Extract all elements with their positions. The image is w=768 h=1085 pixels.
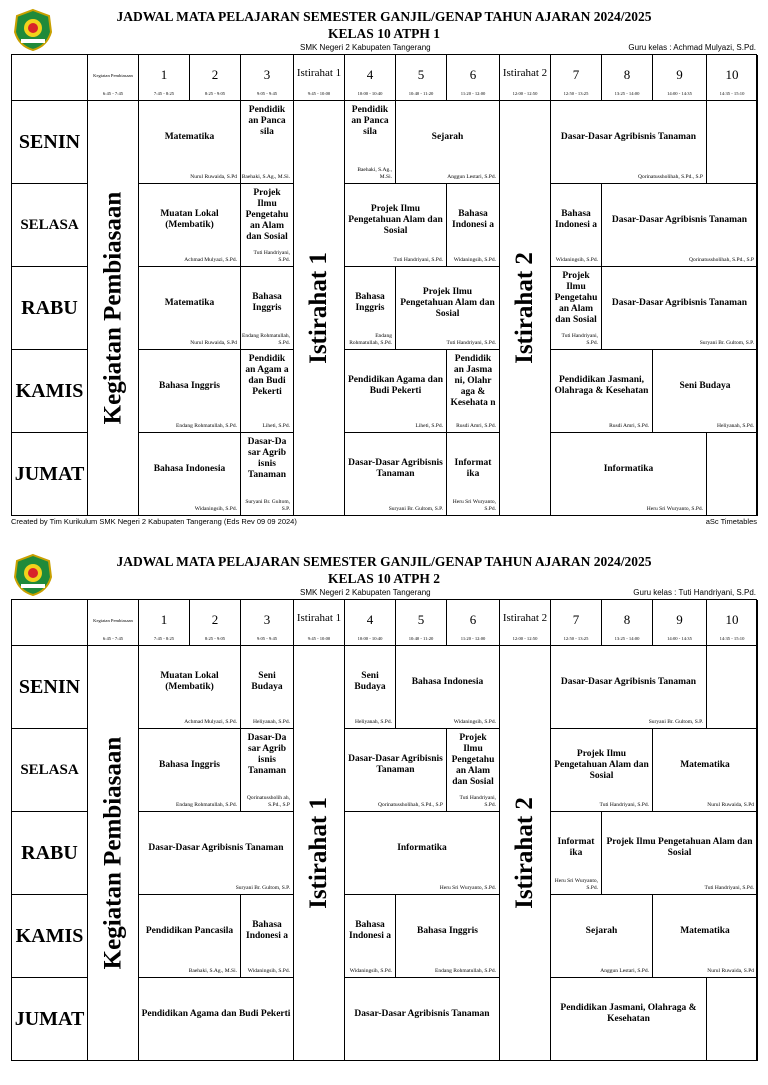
period-time: 10:00 - 10:40 bbox=[357, 91, 383, 96]
lesson-cell bbox=[241, 267, 294, 350]
subject-name: Muatan Lokal (Membatik) bbox=[160, 671, 219, 692]
pembiasaan-column bbox=[88, 646, 139, 1061]
lesson-cell bbox=[139, 350, 241, 433]
period-header bbox=[447, 600, 500, 646]
lesson-cell bbox=[345, 350, 447, 433]
lesson-cell bbox=[345, 184, 447, 267]
subject-name: Bahasa Inggris bbox=[417, 925, 478, 936]
period-time: 10:40 - 11:20 bbox=[408, 91, 434, 96]
break2-column bbox=[500, 646, 551, 1061]
subject-name: Dasar-Dasar Agribisnis Tanaman bbox=[348, 754, 443, 775]
period-header bbox=[139, 600, 190, 646]
period-time: 14:35 - 15:10 bbox=[719, 636, 745, 641]
lesson-cell bbox=[602, 812, 758, 895]
teacher-name: Endang Rohmatullah, S.Pd. bbox=[435, 967, 496, 974]
period-header bbox=[294, 55, 345, 101]
class-title: KELAS 10 ATPH 1 bbox=[328, 26, 440, 41]
period-time: 12:50 - 13:25 bbox=[563, 636, 589, 641]
lesson-cell bbox=[707, 646, 758, 729]
teacher-name: Suryani Br. Gultom, S.P. bbox=[699, 339, 754, 346]
subject-name: Dasar-Dasar Agribisnis Tanaman bbox=[611, 214, 748, 225]
lesson-cell bbox=[602, 267, 758, 350]
teacher-name: Rusdi Amri, S.Pd. bbox=[456, 422, 496, 429]
break1-column bbox=[294, 646, 345, 1061]
lesson-cell bbox=[551, 350, 653, 433]
period-time: 7:45 - 8:25 bbox=[153, 636, 175, 641]
period-label: 2 bbox=[211, 67, 219, 82]
period-label: 6 bbox=[469, 67, 477, 82]
lesson-cell bbox=[345, 729, 447, 812]
subject-name: Projek Ilmu Pengetahu an Alam dan Sosial bbox=[451, 733, 495, 787]
period-time: 6:45 - 7:45 bbox=[102, 636, 124, 641]
lesson-cell bbox=[551, 729, 653, 812]
period-header bbox=[551, 600, 602, 646]
period-label: Kegiatan Pembiasaan bbox=[93, 618, 133, 623]
subject-name: Pendidik an Agam a dan Budi Pekerti bbox=[245, 354, 289, 397]
teacher-name: Widaningsih, S.Pd. bbox=[555, 256, 598, 263]
period-label: 7 bbox=[572, 67, 580, 82]
schedule-title: JADWAL MATA PELAJARAN SEMESTER GANJIL/GENAP TAHUN AJARAN 2024/2025 bbox=[116, 554, 652, 569]
period-label: Kegiatan Pembiasaan bbox=[93, 73, 133, 78]
lesson-cell bbox=[396, 101, 500, 184]
lesson-cell bbox=[345, 433, 447, 516]
period-label: 5 bbox=[417, 612, 425, 627]
lesson-cell bbox=[241, 350, 294, 433]
header-corner bbox=[12, 55, 88, 101]
subject-name: Informatika bbox=[603, 463, 654, 474]
teacher-name: Anggun Lestari, S.Pd. bbox=[447, 173, 496, 180]
lesson-cell bbox=[551, 646, 707, 729]
vertical-label: Istirahat 2 bbox=[511, 252, 538, 364]
teacher-name: Baehaki, S.Ag., M.Si. bbox=[357, 167, 392, 180]
teacher-name: Qorinatussholihah, S.Pd., S.P bbox=[638, 173, 703, 180]
subject-name: Dasar-Dasar Agribisnis Tanaman bbox=[560, 676, 697, 687]
subject-name bbox=[709, 105, 755, 169]
teacher-name: Widaningsih, S.Pd. bbox=[453, 718, 496, 725]
teacher-name: Endang Rohmatullah, S.Pd. bbox=[349, 333, 392, 346]
day-label: RABU bbox=[12, 812, 88, 895]
vertical-label: Kegiatan Pembiasaan bbox=[99, 736, 126, 970]
period-header bbox=[653, 600, 707, 646]
lesson-cell bbox=[241, 433, 294, 516]
period-time: 13:25 - 14:00 bbox=[614, 636, 640, 641]
period-label: 10 bbox=[725, 67, 739, 82]
day-label: SENIN bbox=[12, 101, 88, 184]
subject-name: Bahasa Indonesia bbox=[411, 676, 484, 687]
period-header bbox=[345, 600, 396, 646]
lesson-cell bbox=[241, 895, 294, 978]
teacher-name: Widaningsih, S.Pd. bbox=[194, 505, 237, 512]
teacher-name: Tuti Handriyani, S.Pd. bbox=[704, 884, 754, 891]
subject-name: Bahasa Inggris bbox=[159, 759, 220, 770]
teacher-name: Qorinatussholih ah, S.Pd., S.P bbox=[246, 795, 290, 808]
period-header bbox=[447, 55, 500, 101]
teacher-name: Widaningsih, S.Pd. bbox=[247, 967, 290, 974]
period-header bbox=[241, 55, 294, 101]
period-label: 3 bbox=[263, 67, 271, 82]
day-label: RABU bbox=[12, 267, 88, 350]
day-label: SELASA bbox=[12, 729, 88, 812]
teacher-name: Nurul Ruwaida, S.Pd bbox=[707, 801, 754, 808]
teacher-name: Anggun Lestari, S.Pd. bbox=[600, 967, 649, 974]
period-time: 12:50 - 13:25 bbox=[563, 91, 589, 96]
timetable-page-atph1 bbox=[0, 0, 768, 540]
subject-name: Bahasa Indonesi a bbox=[452, 209, 494, 230]
teacher-name: Liheti, S.Pd. bbox=[415, 422, 443, 429]
period-label: 7 bbox=[572, 612, 580, 627]
period-time: 9:45 - 10:00 bbox=[307, 91, 331, 96]
subject-name: Seni Budaya bbox=[679, 380, 731, 391]
lesson-cell bbox=[551, 267, 602, 350]
teacher-name: Heliyanah, S.Pd. bbox=[717, 422, 754, 429]
period-label: 3 bbox=[263, 612, 271, 627]
period-header bbox=[294, 600, 345, 646]
day-label: SENIN bbox=[12, 646, 88, 729]
homeroom-teacher: Guru kelas : Achmad Mulyazi, S.Pd. bbox=[628, 43, 756, 52]
subject-name: Dasar-Dasar Agribisnis Tanaman bbox=[354, 1008, 490, 1019]
day-label: JUMAT bbox=[12, 978, 88, 1061]
teacher-name: Widaningsih, S.Pd. bbox=[349, 967, 392, 974]
lesson-cell bbox=[707, 101, 758, 184]
teacher-name: Endang Rohmatullah, S.Pd. bbox=[176, 801, 237, 808]
period-time: 12:00 - 12:50 bbox=[512, 91, 538, 96]
timetable-grid bbox=[11, 599, 757, 1061]
period-header bbox=[396, 600, 447, 646]
teacher-name: Tuti Handriyani, S.Pd. bbox=[393, 256, 443, 263]
subject-name: Dasar-Dasar Agribisnis Tanaman bbox=[611, 297, 748, 308]
period-label: Istirahat 1 bbox=[296, 612, 342, 624]
teacher-name: Suryani Br. Gultom, S.P. bbox=[648, 718, 703, 725]
period-header bbox=[500, 600, 551, 646]
school-logo-icon bbox=[11, 8, 55, 52]
subject-name: Matematika bbox=[680, 759, 730, 770]
subject-name: Dasar-Da sar Agrib isnis Tanaman bbox=[247, 437, 287, 480]
lesson-cell bbox=[241, 729, 294, 812]
day-label: JUMAT bbox=[12, 433, 88, 516]
lesson-cell bbox=[241, 101, 294, 184]
break1-column bbox=[294, 101, 345, 516]
timetable-page-atph2 bbox=[0, 545, 768, 1085]
period-label: 9 bbox=[676, 67, 683, 82]
teacher-name: Heru Sri Wuryanto, S.Pd. bbox=[554, 878, 598, 891]
teacher-name: Liheti, S.Pd. bbox=[262, 422, 290, 429]
period-header bbox=[241, 600, 294, 646]
period-time: 6:45 - 7:45 bbox=[102, 91, 124, 96]
period-header bbox=[88, 55, 139, 101]
subject-name: Informat ika bbox=[557, 837, 595, 858]
class-title: KELAS 10 ATPH 2 bbox=[328, 571, 440, 586]
teacher-name: Qorinatussholihah, S.Pd., S.P bbox=[378, 801, 443, 808]
teacher-name: Tuti Handriyani, S.Pd. bbox=[253, 250, 290, 263]
subject-name: Sejarah bbox=[585, 925, 618, 936]
break2-column bbox=[500, 101, 551, 516]
teacher-name: Nurul Ruwaida, S.Pd bbox=[707, 967, 754, 974]
period-label: 5 bbox=[417, 67, 425, 82]
period-header bbox=[707, 55, 758, 101]
subject-name bbox=[709, 437, 755, 501]
vertical-label: Istirahat 2 bbox=[511, 797, 538, 909]
teacher-name: Rusdi Amri, S.Pd. bbox=[609, 422, 649, 429]
subject-name: Seni Budaya bbox=[251, 671, 283, 692]
subject-name: Pendidikan Agama dan Budi Pekerti bbox=[347, 375, 444, 396]
subject-name: Dasar-Dasar Agribisnis Tanaman bbox=[348, 458, 443, 479]
subject-name: Pendidikan Jasmani, Olahraga & Kesehatan bbox=[554, 375, 649, 396]
period-time: 13:25 - 14:00 bbox=[614, 91, 640, 96]
lesson-cell bbox=[551, 433, 707, 516]
lesson-cell bbox=[345, 101, 396, 184]
teacher-name: Widaningsih, S.Pd. bbox=[453, 256, 496, 263]
school-logo-icon bbox=[11, 553, 55, 597]
period-label: 6 bbox=[469, 612, 477, 627]
teacher-name: Nurul Ruwaida, S.Pd bbox=[190, 173, 237, 180]
period-label: 1 bbox=[160, 612, 168, 627]
teacher-name: Heliyanah, S.Pd. bbox=[253, 718, 290, 725]
teacher-name: Qorinatussholihah, S.Pd., S.P bbox=[689, 256, 754, 263]
period-time: 11:20 - 12:00 bbox=[460, 636, 486, 641]
subject-name: Projek Ilmu Pengetahuan Alam dan Sosial bbox=[400, 286, 495, 319]
subject-name: Informat ika bbox=[454, 458, 492, 479]
school-name: SMK Negeri 2 Kabupaten Tangerang bbox=[300, 43, 431, 52]
teacher-name: Endang Rohmatullah, S.Pd. bbox=[242, 333, 290, 346]
teacher-name: Tuti Handriyani, S.Pd. bbox=[561, 333, 598, 346]
lesson-cell bbox=[551, 978, 707, 1061]
lesson-cell bbox=[345, 267, 396, 350]
teacher-name: Heliyanah, S.Pd. bbox=[355, 718, 392, 725]
lesson-cell bbox=[447, 184, 500, 267]
lesson-cell bbox=[139, 646, 241, 729]
day-label: SELASA bbox=[12, 184, 88, 267]
period-label: 9 bbox=[676, 612, 683, 627]
teacher-name: Endang Rohmatullah, S.Pd. bbox=[176, 422, 237, 429]
lesson-cell bbox=[139, 267, 241, 350]
teacher-name: Tuti Handriyani, S.Pd. bbox=[459, 795, 496, 808]
lesson-cell bbox=[241, 184, 294, 267]
teacher-name: Achmad Mulyazi, S.Pd. bbox=[184, 718, 237, 725]
period-time: 8:25 - 9:05 bbox=[204, 91, 226, 96]
subject-name: Seni Budaya bbox=[354, 671, 386, 692]
lesson-cell bbox=[707, 433, 758, 516]
period-time: 9:05 - 9:45 bbox=[256, 636, 278, 641]
subject-name: Dasar-Da sar Agrib isnis Tanaman bbox=[247, 733, 287, 776]
vertical-label: Kegiatan Pembiasaan bbox=[99, 191, 126, 425]
period-header bbox=[88, 600, 139, 646]
teacher-name: Heru Sri Wuryanto, S.Pd. bbox=[439, 884, 496, 891]
subject-name: Muatan Lokal (Membatik) bbox=[160, 209, 219, 230]
subject-name: Pendidikan Jasmani, Olahraga & Kesehatan bbox=[560, 1003, 697, 1024]
vertical-label: Istirahat 1 bbox=[305, 252, 332, 364]
teacher-name: Heru Sri Wuryanto, S.Pd. bbox=[452, 499, 496, 512]
lesson-cell bbox=[241, 646, 294, 729]
lesson-cell bbox=[653, 729, 758, 812]
vertical-label: Istirahat 1 bbox=[305, 797, 332, 909]
period-header bbox=[602, 55, 653, 101]
period-label: 4 bbox=[366, 612, 374, 627]
lesson-cell bbox=[139, 433, 241, 516]
lesson-cell bbox=[139, 812, 294, 895]
schedule-title: JADWAL MATA PELAJARAN SEMESTER GANJIL/GENAP TAHUN AJARAN 2024/2025 bbox=[116, 9, 652, 24]
period-label: 8 bbox=[623, 67, 631, 82]
teacher-name: Suryani Br. Gultom, S.P. bbox=[235, 884, 290, 891]
period-header bbox=[190, 55, 241, 101]
subject-name: Bahasa Indonesi a bbox=[349, 920, 391, 941]
lesson-cell bbox=[139, 978, 294, 1061]
subject-name: Bahasa Indonesi a bbox=[555, 209, 597, 230]
subject-name: Pendidik an Panca sila bbox=[351, 105, 389, 137]
subject-name: Pendidik an Jasma ni, Olahr aga & Kesehata n bbox=[450, 354, 496, 408]
period-header bbox=[551, 55, 602, 101]
period-header bbox=[345, 55, 396, 101]
subject-name: Pendidikan Pancasila bbox=[145, 925, 234, 936]
period-header bbox=[707, 600, 758, 646]
lesson-cell bbox=[653, 350, 758, 433]
lesson-cell bbox=[707, 978, 758, 1061]
lesson-cell bbox=[551, 812, 602, 895]
lesson-cell bbox=[396, 646, 500, 729]
lesson-cell bbox=[345, 812, 500, 895]
subject-name: Projek Ilmu Pengetahu an Alam dan Sosial bbox=[554, 271, 598, 325]
period-time: 10:00 - 10:40 bbox=[357, 636, 383, 641]
period-time: 11:20 - 12:00 bbox=[460, 91, 486, 96]
period-header bbox=[653, 55, 707, 101]
day-label: KAMIS bbox=[12, 895, 88, 978]
lesson-cell bbox=[345, 895, 396, 978]
period-label: 2 bbox=[211, 612, 219, 627]
teacher-name: Suryani Br. Gultom, S.P. bbox=[245, 499, 290, 512]
period-time: 7:45 - 8:25 bbox=[153, 91, 175, 96]
period-header bbox=[139, 55, 190, 101]
subject-name: Projek Ilmu Pengetahuan Alam dan Sosial bbox=[348, 203, 443, 236]
subject-name bbox=[709, 982, 755, 1046]
lesson-cell bbox=[139, 729, 241, 812]
lesson-cell bbox=[396, 267, 500, 350]
lesson-cell bbox=[139, 184, 241, 267]
subject-name: Projek Ilmu Pengetahuan Alam dan Sosial bbox=[554, 748, 649, 781]
period-time: 14:00 - 14:35 bbox=[667, 636, 692, 641]
teacher-name: Nurul Ruwaida, S.Pd bbox=[190, 339, 237, 346]
lesson-cell bbox=[139, 101, 241, 184]
day-label: KAMIS bbox=[12, 350, 88, 433]
period-header bbox=[500, 55, 551, 101]
lesson-cell bbox=[551, 101, 707, 184]
period-label: Istirahat 2 bbox=[502, 67, 548, 79]
subject-name: Dasar-Dasar Agribisnis Tanaman bbox=[148, 842, 284, 853]
period-time: 12:00 - 12:50 bbox=[512, 636, 538, 641]
subject-name: Bahasa Indonesi a bbox=[246, 920, 288, 941]
teacher-name: Baehaki, S.Ag., M.Si. bbox=[241, 173, 290, 180]
lesson-cell bbox=[447, 350, 500, 433]
period-label: 10 bbox=[725, 612, 739, 627]
school-name: SMK Negeri 2 Kabupaten Tangerang bbox=[300, 588, 431, 597]
lesson-cell bbox=[447, 433, 500, 516]
teacher-name: Baehaki, S.Ag., M.Si. bbox=[188, 967, 237, 974]
period-header bbox=[190, 600, 241, 646]
lesson-cell bbox=[396, 895, 500, 978]
pembiasaan-column bbox=[88, 101, 139, 516]
footer-software: aSc Timetables bbox=[705, 517, 757, 526]
timetable-grid bbox=[11, 54, 757, 516]
period-time: 8:25 - 9:05 bbox=[204, 636, 226, 641]
homeroom-teacher: Guru kelas : Tuti Handriyani, S.Pd. bbox=[633, 588, 756, 597]
subject-name: Pendidikan Agama dan Budi Pekerti bbox=[141, 1008, 291, 1019]
lesson-cell bbox=[447, 729, 500, 812]
subject-name: Informatika bbox=[397, 842, 447, 853]
footer-credit: Created by Tim Kurikulum SMK Negeri 2 Kabupaten Tangerang (Eds Rev 09 09 2024) bbox=[11, 517, 297, 526]
subject-name: Bahasa Inggris bbox=[159, 380, 220, 391]
teacher-name: Heru Sri Wuryanto, S.Pd. bbox=[646, 505, 703, 512]
lesson-cell bbox=[551, 184, 602, 267]
period-label: Istirahat 2 bbox=[502, 612, 548, 624]
period-time: 14:35 - 15:10 bbox=[719, 91, 745, 96]
lesson-cell bbox=[653, 895, 758, 978]
subject-name: Projek Ilmu Pengetahuan Alam dan Sosial bbox=[606, 837, 753, 858]
subject-name: Bahasa Inggris bbox=[252, 292, 282, 313]
subject-name: Matematika bbox=[164, 131, 215, 142]
lesson-cell bbox=[551, 895, 653, 978]
period-label: Istirahat 1 bbox=[296, 67, 342, 79]
subject-name: Matematika bbox=[164, 297, 215, 308]
teacher-name: Achmad Mulyazi, S.Pd. bbox=[184, 256, 237, 263]
subject-name: Bahasa Inggris bbox=[355, 292, 385, 313]
subject-name: Matematika bbox=[680, 925, 730, 936]
teacher-name: Suryani Br. Gultom, S.P. bbox=[388, 505, 443, 512]
period-time: 10:40 - 11:20 bbox=[408, 636, 434, 641]
lesson-cell bbox=[345, 978, 500, 1061]
period-header bbox=[396, 55, 447, 101]
teacher-name: Tuti Handriyani, S.Pd. bbox=[446, 339, 496, 346]
subject-name: Bahasa Indonesia bbox=[153, 463, 226, 474]
lesson-cell bbox=[345, 646, 396, 729]
period-label: 4 bbox=[366, 67, 374, 82]
subject-name: Sejarah bbox=[431, 131, 464, 142]
subject-name: Pendidik an Panca sila bbox=[248, 105, 286, 137]
lesson-cell bbox=[602, 184, 758, 267]
period-label: 8 bbox=[623, 612, 631, 627]
lesson-cell bbox=[139, 895, 241, 978]
period-time: 9:45 - 10:00 bbox=[307, 636, 331, 641]
subject-name bbox=[709, 650, 755, 714]
period-time: 9:05 - 9:45 bbox=[256, 91, 278, 96]
subject-name: Dasar-Dasar Agribisnis Tanaman bbox=[560, 131, 697, 142]
period-header bbox=[602, 600, 653, 646]
period-label: 1 bbox=[160, 67, 168, 82]
teacher-name: Tuti Handriyani, S.Pd. bbox=[599, 801, 649, 808]
period-time: 14:00 - 14:35 bbox=[667, 91, 692, 96]
header-corner bbox=[12, 600, 88, 646]
subject-name: Projek Ilmu Pengetahu an Alam dan Sosial bbox=[245, 188, 289, 242]
